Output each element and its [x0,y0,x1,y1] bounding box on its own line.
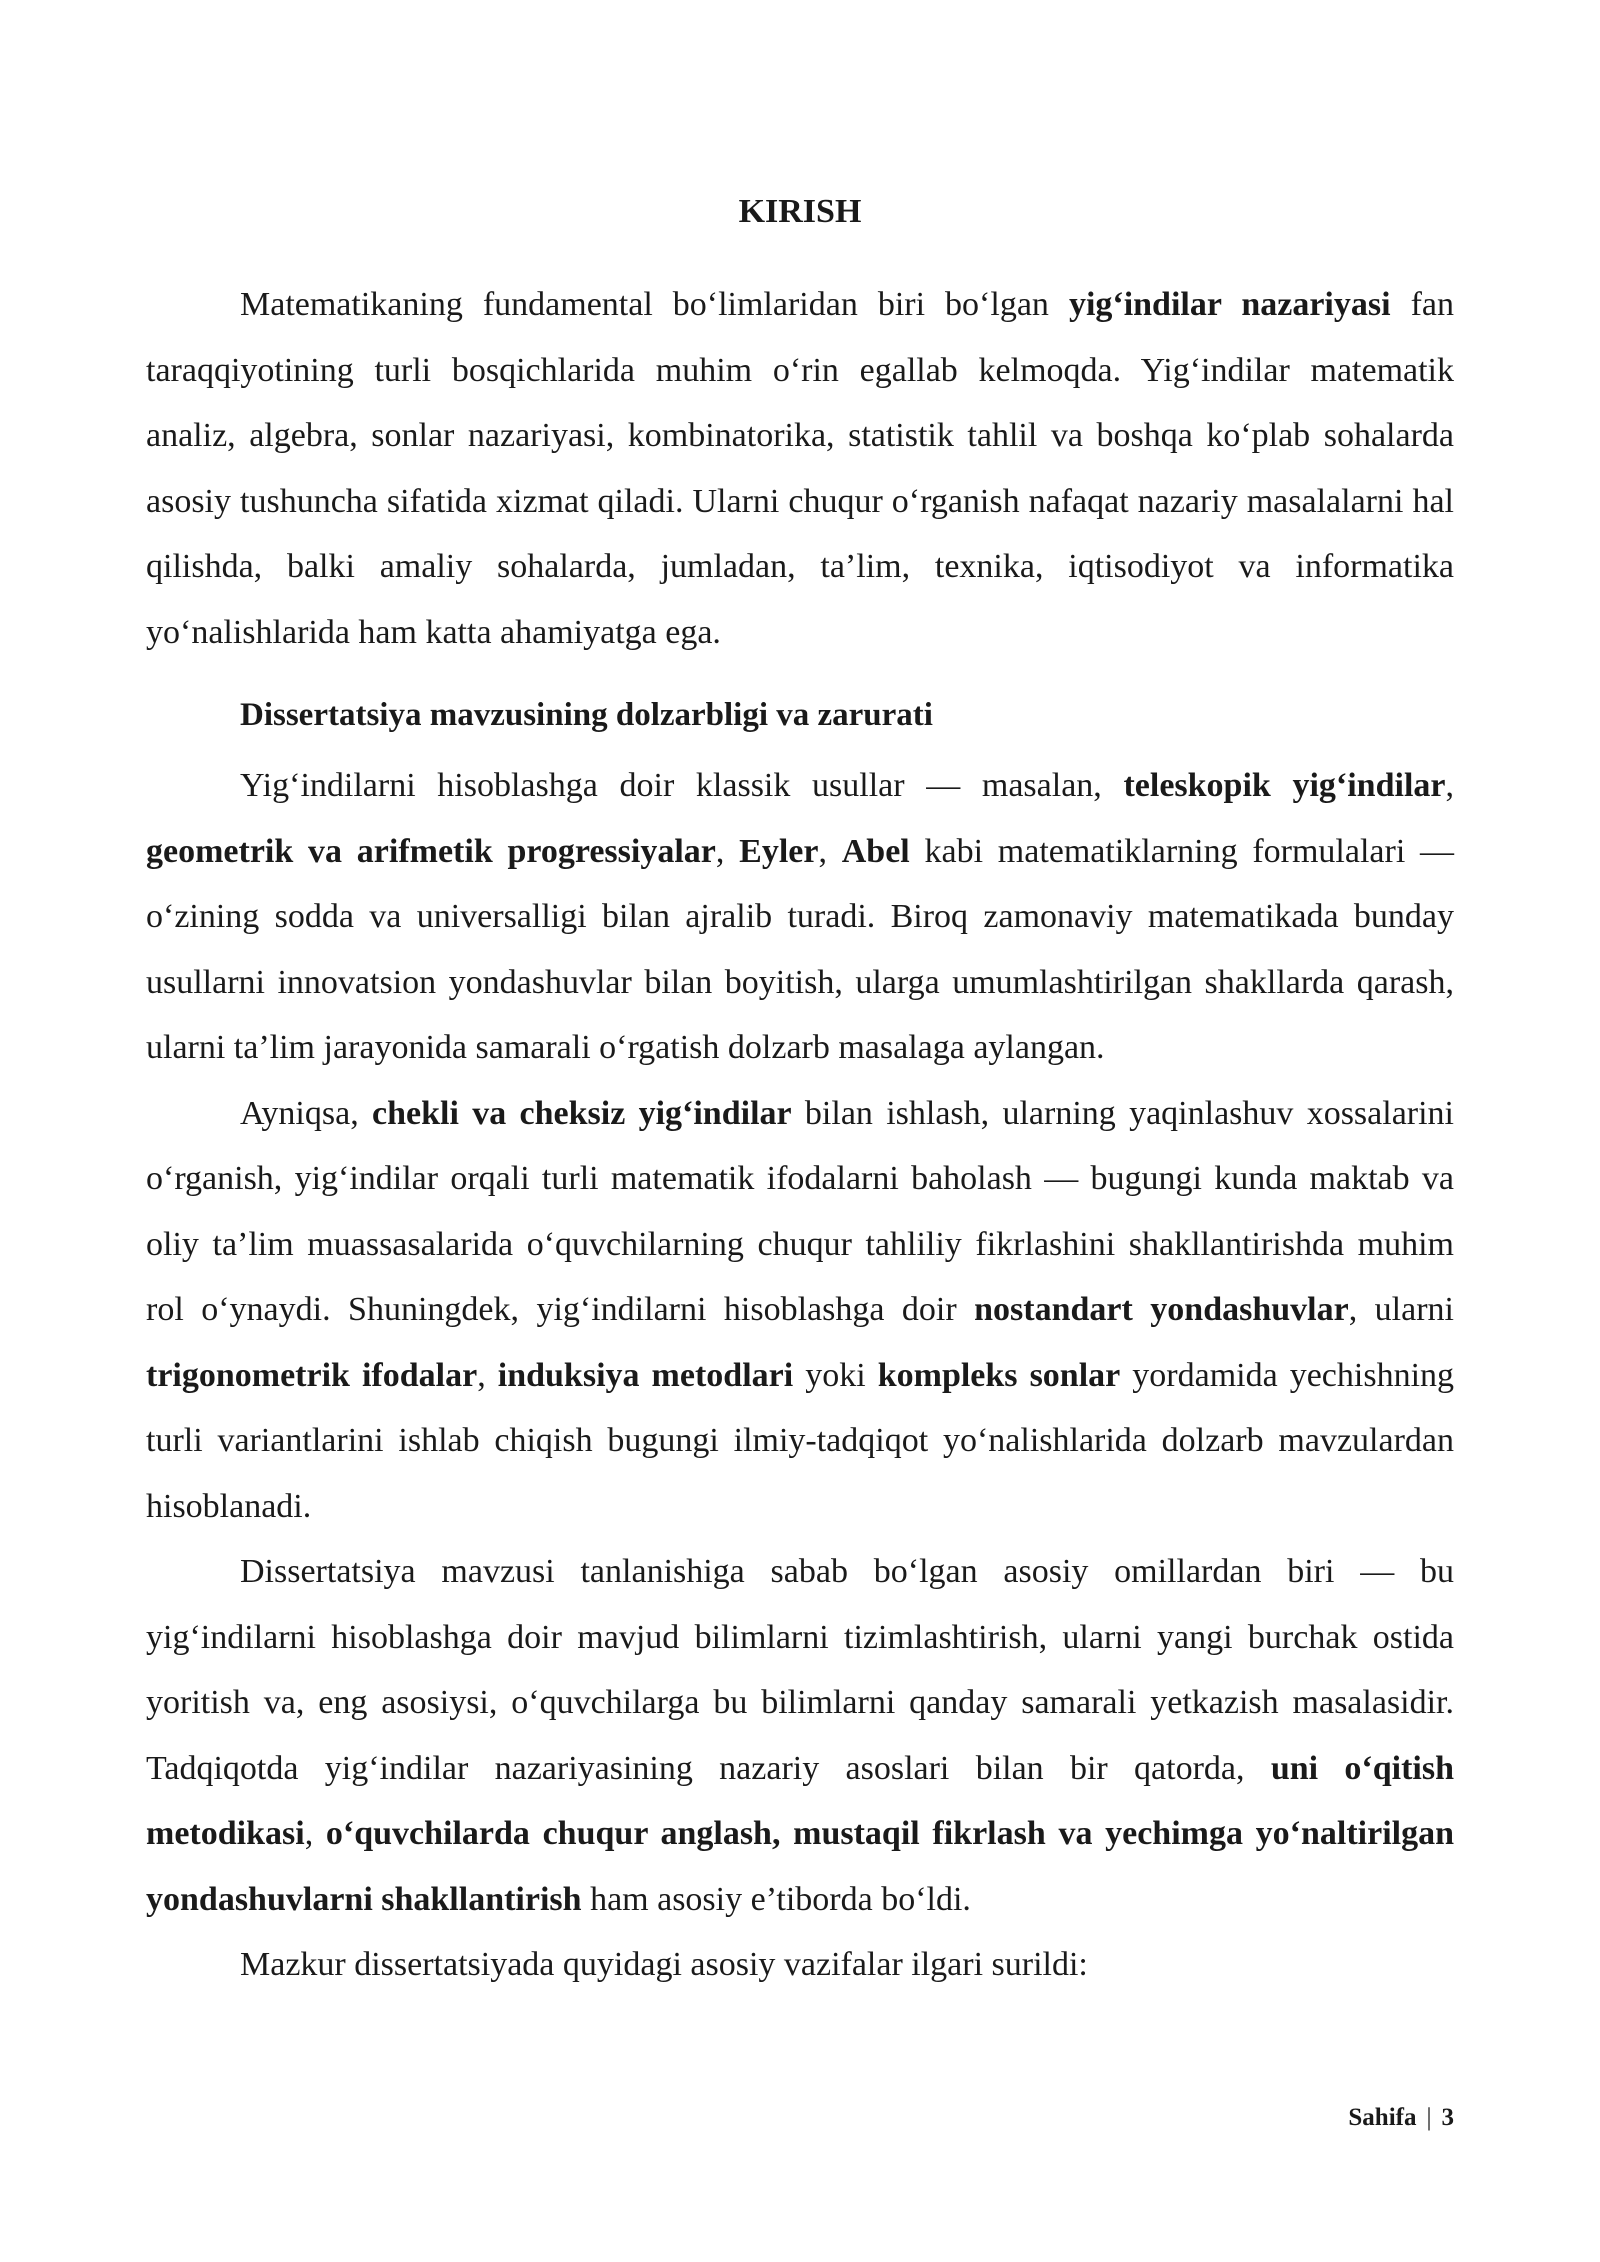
text-run: , ularni [1348,1291,1454,1328]
section-heading: Dissertatsiya mavzusining dolzarbligi va zarurati [240,697,933,733]
bold-term: Abel [841,832,910,870]
text-run: Ayniqsa, [240,1094,373,1132]
text-run: fan taraqqiyotining turli bosqichlarida muhim o‘rin egallab kelmoqda. Yig‘indilar matematik analiz, algebra, sonlar nazariyasi, kombinatorika, statistik tahlil va boshqa ko‘plab sohalarda asosiy tushuncha sifatida xizmat qiladi. Ularni chuqur o‘rganish nafaqat nazariy masalalarni hal qilishda, balki amaliy sohalarda, jumladan, ta’lim, texnika, iqtisodiyot va informatika yo‘nalishlarida ham katta ahamiyatga ega. [146,286,1454,651]
bold-term: Eyler [739,832,819,870]
bold-term: uni o‘qitish metodikasi [146,1749,1454,1852]
bold-term: kompleks sonlar [877,1356,1121,1394]
intro-paragraph [146,272,1454,665]
relevance-paragraph [146,753,1454,1081]
text-run: Dissertatsiya mavzusi tanlanishiga sabab bo‘lgan asosiy omillardan biri — bu yig‘indilarni hisoblashga doir mavjud bilimlarni tizimlashtirish, ularni yangi burchak ostida yoritish va, eng asosiysi, o‘quvchilarga bu bilimlarni qanday samarali yetkazish masalasidir. Tadqiqotda yig‘indilar nazariyasining nazariy asoslari bilan bir qatorda, [146,1553,1454,1787]
page-number: 3 [1441,2104,1454,2131]
bold-term: yig‘indilar nazariyasi [1068,286,1391,323]
page-title: KIRISH [738,193,862,230]
motivation-paragraph [146,1539,1454,1932]
footer-label: Sahifa [1348,2104,1417,2131]
footer-separator: | [1426,2104,1432,2131]
bold-term: trigonometrik ifodalar [146,1356,478,1394]
text-run: yordamida yechishning turli variantlarini ishlab chiqish bugungi ilmiy-tadqiqot yo‘nalishlarida dolzarb mavzulardan hisoblanadi. [146,1356,1455,1525]
text-run: yoki [793,1356,878,1394]
page-footer [1348,2103,1454,2133]
bold-term: nostandart yondashuvlar [974,1291,1349,1328]
bold-term: induksiya metodlari [497,1356,794,1394]
text-run: , [715,832,740,870]
text-run: , [818,832,842,870]
text-run: Yig‘indilarni hisoblashga doir klassik usullar — masalan, [240,767,1124,804]
tasks-paragraph: Mazkur dissertatsiyada quyidagi asosiy vazifalar ilgari surildi: [240,1946,1088,1983]
bold-term: chekli va cheksiz yig‘indilar [372,1094,792,1132]
bold-term: o‘quvchilarda chuqur anglash, mustaqil fikrlash va yechimga yo‘naltirilgan yondashuvlarni shakllantirish [146,1815,1455,1918]
text-run: , [304,1815,326,1852]
page-content [146,180,1454,1998]
text-run: Matematikaning fundamental bo‘limlaridan biri bo‘lgan [240,286,1069,323]
sums-paragraph [146,1081,1454,1540]
bold-term: teleskopik yig‘indilar [1123,767,1446,804]
text-run: , [1445,767,1454,804]
text-run: kabi matematiklarning formulalari — o‘zining sodda va universalligi bilan ajralib turadi. Biroq zamonaviy matematikada bunday usullarni innovatsion yondashuvlar bilan boyitish, ularga umumlashtirilgan shakllarda qarash, ularni ta’lim jarayonida samarali o‘rgatish dolzarb masalaga aylangan. [146,832,1455,1066]
text-run: bilan ishlash, ularning yaqinlashuv xossalarini o‘rganish, yig‘indilar orqali turli matematik ifodalarni baholash — bugungi kunda maktab va oliy ta’lim muassasalarida o‘quvchilarning chuqur tahliliy fikrlashini shakllantirishda muhim rol o‘ynaydi. Shuningdek, yig‘indilarni hisoblashga doir [146,1094,1454,1328]
text-run: , [477,1356,498,1394]
text-run: ham asosiy e’tiborda bo‘ldi. [581,1880,971,1918]
bold-term: geometrik va arifmetik progressiyalar [146,832,716,870]
